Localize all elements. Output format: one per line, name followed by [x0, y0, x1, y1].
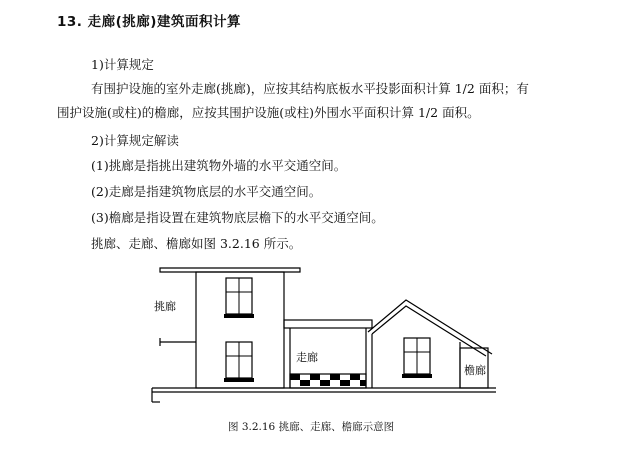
- rules-text-line-1: 有围护设施的室外走廊(挑廊)，应按其结构底板水平投影面积计算 1/2 面积；有: [91, 81, 529, 96]
- interpretation-item-balcony: (1)挑廊是指挑出建筑物外墙的水平交通空间。: [91, 158, 347, 173]
- corridor-railing: [290, 374, 366, 388]
- corridor-diagram: [140, 262, 500, 414]
- eaves-label: 檐廊: [464, 364, 486, 377]
- upper-window: [224, 278, 254, 318]
- corridor-label: 走廊: [296, 351, 318, 364]
- figure-caption: 图 3.2.16 挑廊、走廊、檐廊示意图: [228, 421, 395, 433]
- interpretation-subheading: 2)计算规定解读: [91, 133, 179, 148]
- figure-reference-text: 挑廊、走廊、檐廊如图 3.2.16 所示。: [91, 236, 302, 251]
- rules-text-line-2: 围护设施(或柱)的檐廊，应按其围护设施(或柱)外围水平面积计算 1/2 面积。: [57, 105, 480, 120]
- lower-window: [224, 342, 254, 382]
- interpretation-item-corridor: (2)走廊是指建筑物底层的水平交通空间。: [91, 184, 322, 199]
- rules-subheading: 1)计算规定: [91, 57, 154, 72]
- gable-window: [402, 338, 432, 378]
- balcony-label: 挑廊: [154, 300, 176, 313]
- interpretation-item-eaves: (3)檐廊是指设置在建筑物底层檐下的水平交通空间。: [91, 210, 384, 225]
- section-heading: 13. 走廊(挑廊)建筑面积计算: [57, 14, 241, 30]
